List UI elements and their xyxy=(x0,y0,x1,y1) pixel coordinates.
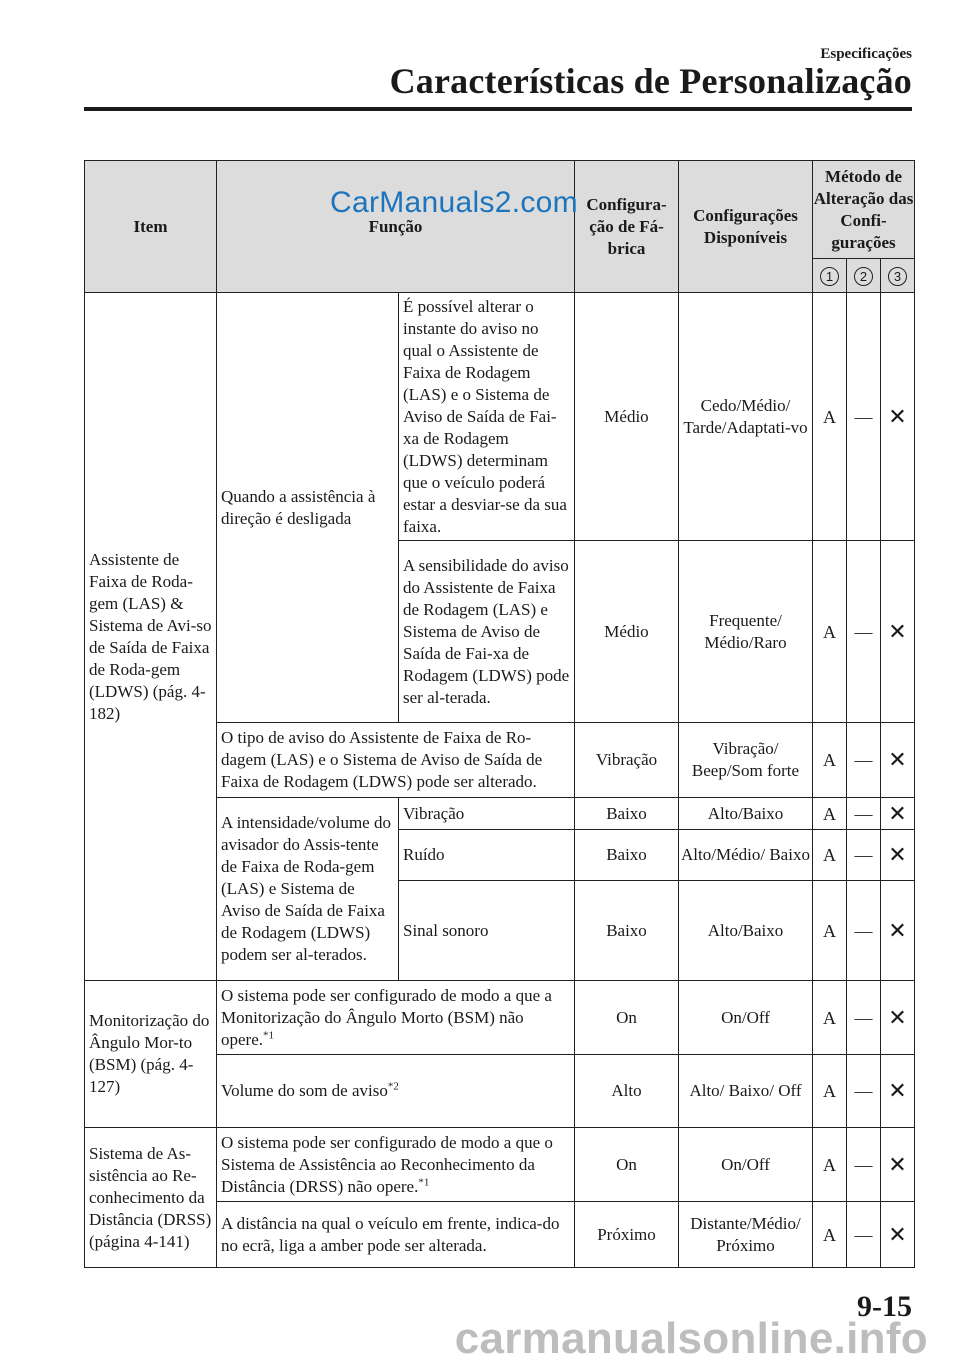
bsm-description-text: O sistema pode ser configurado de modo a que a Monitorização do Ângulo Morto (BSM) não opere. xyxy=(221,985,552,1049)
dash-icon: — xyxy=(847,981,881,1055)
dash-icon: — xyxy=(847,293,881,541)
watermark-top: CarManuals2.com xyxy=(330,186,578,219)
dash-icon: — xyxy=(847,541,881,723)
method-a: A xyxy=(813,830,847,881)
steering-assist-off-label: Quando a assistência à direção é desligada xyxy=(217,293,399,723)
warning-timing-options: Cedo/Médio/ Tarde/Adaptati-vo xyxy=(679,293,813,541)
warning-intensity-description: A intensidade/volume do avisador do Assis-tente de Faixa de Roda-gem (LAS) e Sistema de Aviso de Saída de Faixa de Rodagem (LDWS) podem ser al-terados. xyxy=(217,798,399,981)
dash-icon: — xyxy=(847,1202,881,1268)
warning-sensitivity-description: A sensibilidade do aviso do Assistente de Faixa de Rodagem (LAS) e Sistema de Aviso de Saída de Fai-xa de Rodagem (LDWS) pode ser al-terada. xyxy=(399,541,575,723)
method-a: A xyxy=(813,1202,847,1268)
warning-type-options: Vibração/ Beep/Som forte xyxy=(679,723,813,798)
drss-distance-default: Próximo xyxy=(575,1202,679,1268)
cross-icon: ✕ xyxy=(881,881,915,981)
cross-icon: ✕ xyxy=(881,981,915,1055)
cross-icon: ✕ xyxy=(881,1202,915,1268)
cross-icon: ✕ xyxy=(881,830,915,881)
cross-icon: ✕ xyxy=(881,541,915,723)
watermark-bottom[interactable]: carmanualsonline.info xyxy=(454,1314,928,1363)
drss-description xyxy=(217,1128,575,1202)
cross-icon: ✕ xyxy=(881,798,915,830)
circled-3-icon: 3 xyxy=(888,267,907,286)
method-a: A xyxy=(813,881,847,981)
method-a: A xyxy=(813,981,847,1055)
page-number: 9-15 xyxy=(857,1290,912,1323)
bsm-default: On xyxy=(575,981,679,1055)
cross-icon: ✕ xyxy=(881,1128,915,1202)
dash-icon: — xyxy=(847,723,881,798)
beep-label: Sinal sonoro xyxy=(399,881,575,981)
method-a: A xyxy=(813,293,847,541)
header-function: Função xyxy=(217,161,575,293)
dash-icon: — xyxy=(847,830,881,881)
dash-icon: — xyxy=(847,1055,881,1128)
vibration-label: Vibração xyxy=(399,798,575,830)
drss-default: On xyxy=(575,1128,679,1202)
method-a: A xyxy=(813,723,847,798)
footnote-mark: *1 xyxy=(418,1175,430,1188)
footnote-mark: *1 xyxy=(263,1028,275,1041)
noise-label: Ruído xyxy=(399,830,575,881)
header-factory-setting: Configura-ção de Fá-brica xyxy=(575,161,679,293)
bsm-options: On/Off xyxy=(679,981,813,1055)
circled-2-icon: 2 xyxy=(854,267,873,286)
drss-options: On/Off xyxy=(679,1128,813,1202)
page-title: Características de Personalização xyxy=(389,61,912,101)
noise-default: Baixo xyxy=(575,830,679,881)
method-2-header xyxy=(847,259,881,293)
cross-icon: ✕ xyxy=(881,293,915,541)
header-item: Item xyxy=(85,161,217,293)
header-change-method: Método de Alteração das Confi-gurações xyxy=(813,161,915,259)
header-available-settings: Configurações Disponíveis xyxy=(679,161,813,293)
method-1-header xyxy=(813,259,847,293)
footnote-mark: *2 xyxy=(387,1080,399,1093)
warning-timing-description: É possível alterar o instante do aviso no qual o Assistente de Faixa de Rodagem (LAS) e o Sistema de Aviso de Saída de Fai-xa de Rodagem (LDWS) determinam que o veículo poderá estar a desviar-se da sua faixa. xyxy=(399,293,575,541)
item-drss: Sistema de As-sistência ao Re-conhecimento da Distância (DRSS) (página 4-141) xyxy=(85,1128,217,1268)
customization-table xyxy=(84,160,915,1268)
beep-default: Baixo xyxy=(575,881,679,981)
item-bsm: Monitorização do Ângulo Mor-to (BSM) (pág. 4-127) xyxy=(85,981,217,1128)
drss-distance-description: A distância na qual o veículo em frente, indica-do no ecrã, liga a amber pode ser alterada. xyxy=(217,1202,575,1268)
vibration-default: Baixo xyxy=(575,798,679,830)
bsm-volume-default: Alto xyxy=(575,1055,679,1128)
warning-sensitivity-options: Frequente/ Médio/Raro xyxy=(679,541,813,723)
cross-icon: ✕ xyxy=(881,1055,915,1128)
warning-timing-default: Médio xyxy=(575,293,679,541)
bsm-volume-description xyxy=(217,1055,575,1128)
method-a: A xyxy=(813,798,847,830)
warning-type-description: O tipo de aviso do Assistente de Faixa de Ro-dagem (LAS) e o Sistema de Aviso de Saída de Faixa de Rodagem (LDWS) pode ser alterado. xyxy=(217,723,575,798)
item-las-ldws: Assistente de Faixa de Roda-gem (LAS) & Sistema de Avi-so de Saída de Faixa de Roda-gem (LDWS) (pág. 4-182) xyxy=(85,293,217,981)
method-a: A xyxy=(813,541,847,723)
drss-distance-options: Distante/Médio/ Próximo xyxy=(679,1202,813,1268)
method-3-header xyxy=(881,259,915,293)
dash-icon: — xyxy=(847,881,881,981)
dash-icon: — xyxy=(847,798,881,830)
drss-description-text: O sistema pode ser configurado de modo a que o Sistema de Assistência ao Reconhecimento da Distância (DRSS) não opere. xyxy=(221,1132,553,1196)
section-label: Especificações xyxy=(820,46,912,62)
bsm-description xyxy=(217,981,575,1055)
header-rule xyxy=(84,107,912,111)
vibration-options: Alto/Baixo xyxy=(679,798,813,830)
bsm-volume-text: Volume do som de aviso xyxy=(221,1081,388,1100)
noise-options: Alto/Médio/ Baixo xyxy=(679,830,813,881)
warning-sensitivity-default: Médio xyxy=(575,541,679,723)
circled-1-icon: 1 xyxy=(820,267,839,286)
cross-icon: ✕ xyxy=(881,723,915,798)
method-a: A xyxy=(813,1055,847,1128)
warning-type-default: Vibração xyxy=(575,723,679,798)
bsm-volume-options: Alto/ Baixo/ Off xyxy=(679,1055,813,1128)
dash-icon: — xyxy=(847,1128,881,1202)
method-a: A xyxy=(813,1128,847,1202)
beep-options: Alto/Baixo xyxy=(679,881,813,981)
